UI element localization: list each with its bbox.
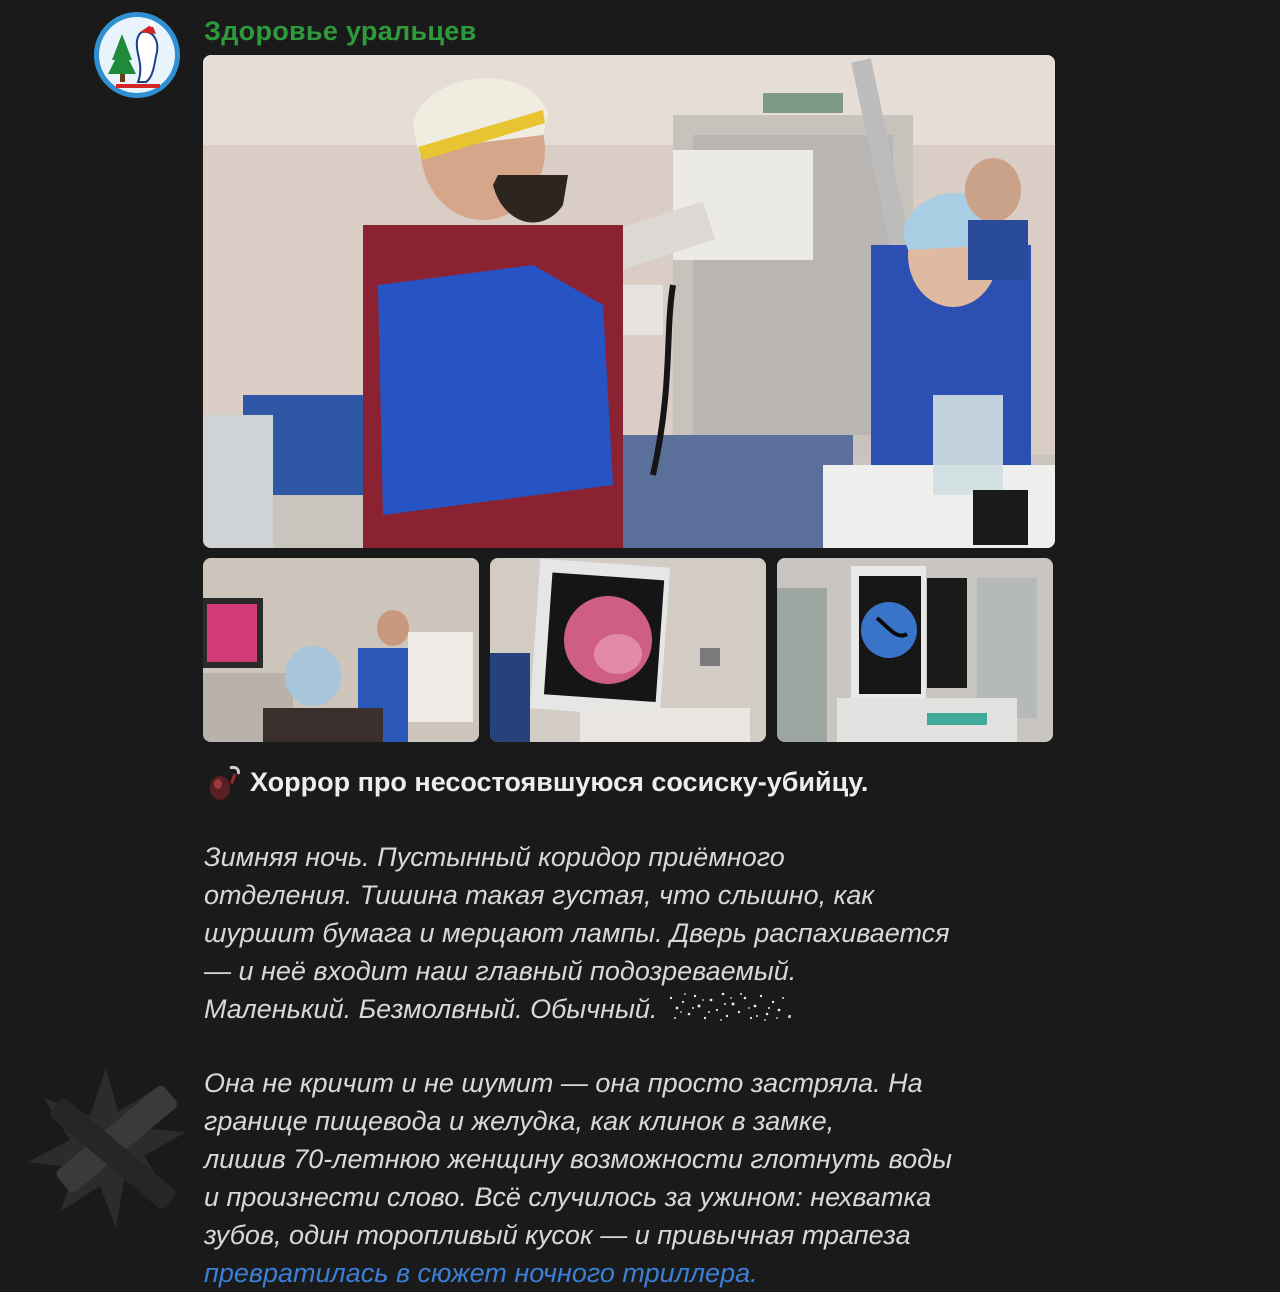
spoiler-text[interactable] [665,988,787,1026]
text-line: лишив 70-летнюю женщину возможности глотнуть воды [204,1144,952,1174]
text-line-with-spoiler [204,990,1064,1030]
text-line: границе пищевода и желудка, как клинок в замке, [204,1106,835,1136]
blurred-sticker[interactable] [20,1062,192,1234]
post-title [204,762,868,802]
text-line: Она не кричит и не шумит — она просто застряла. На [204,1068,923,1098]
post-title-text: Хоррор про несостоявшуюся сосиску-убийцу. [250,766,869,797]
channel-name[interactable]: Здоровье уральцев [204,16,477,46]
sausage-knife-emoji [204,762,246,802]
post-paragraph-1 [204,838,1064,1030]
post-paragraph-2 [204,1064,1064,1292]
sentence-period: . [786,994,795,1024]
channel-avatar[interactable] [94,12,180,98]
post-link[interactable]: превратилась в сюжет ночного триллера. [204,1258,758,1288]
text-line: шуршит бумага и мерцают лампы. Дверь распахивается [204,918,950,948]
main-photo[interactable] [203,55,1055,548]
text-line: — и неё входит наш главный подозреваемый. [204,956,797,986]
thumbnail-photo-1[interactable] [203,558,479,742]
text-line: отделения. Тишина такая густая, что слышно, как [204,880,875,910]
thumbnail-photo-2[interactable] [490,558,766,742]
text-line: Зимняя ночь. Пустынный коридор приёмного [204,842,785,872]
text-line: и произнести слово. Всё случилось за ужином: нехватка [204,1182,932,1212]
text-line: Маленький. Безмолвный. Обычный. [204,994,658,1024]
thumbnail-photo-3[interactable] [777,558,1053,742]
text-line: зубов, один торопливый кусок — и привычная трапеза [204,1220,911,1250]
